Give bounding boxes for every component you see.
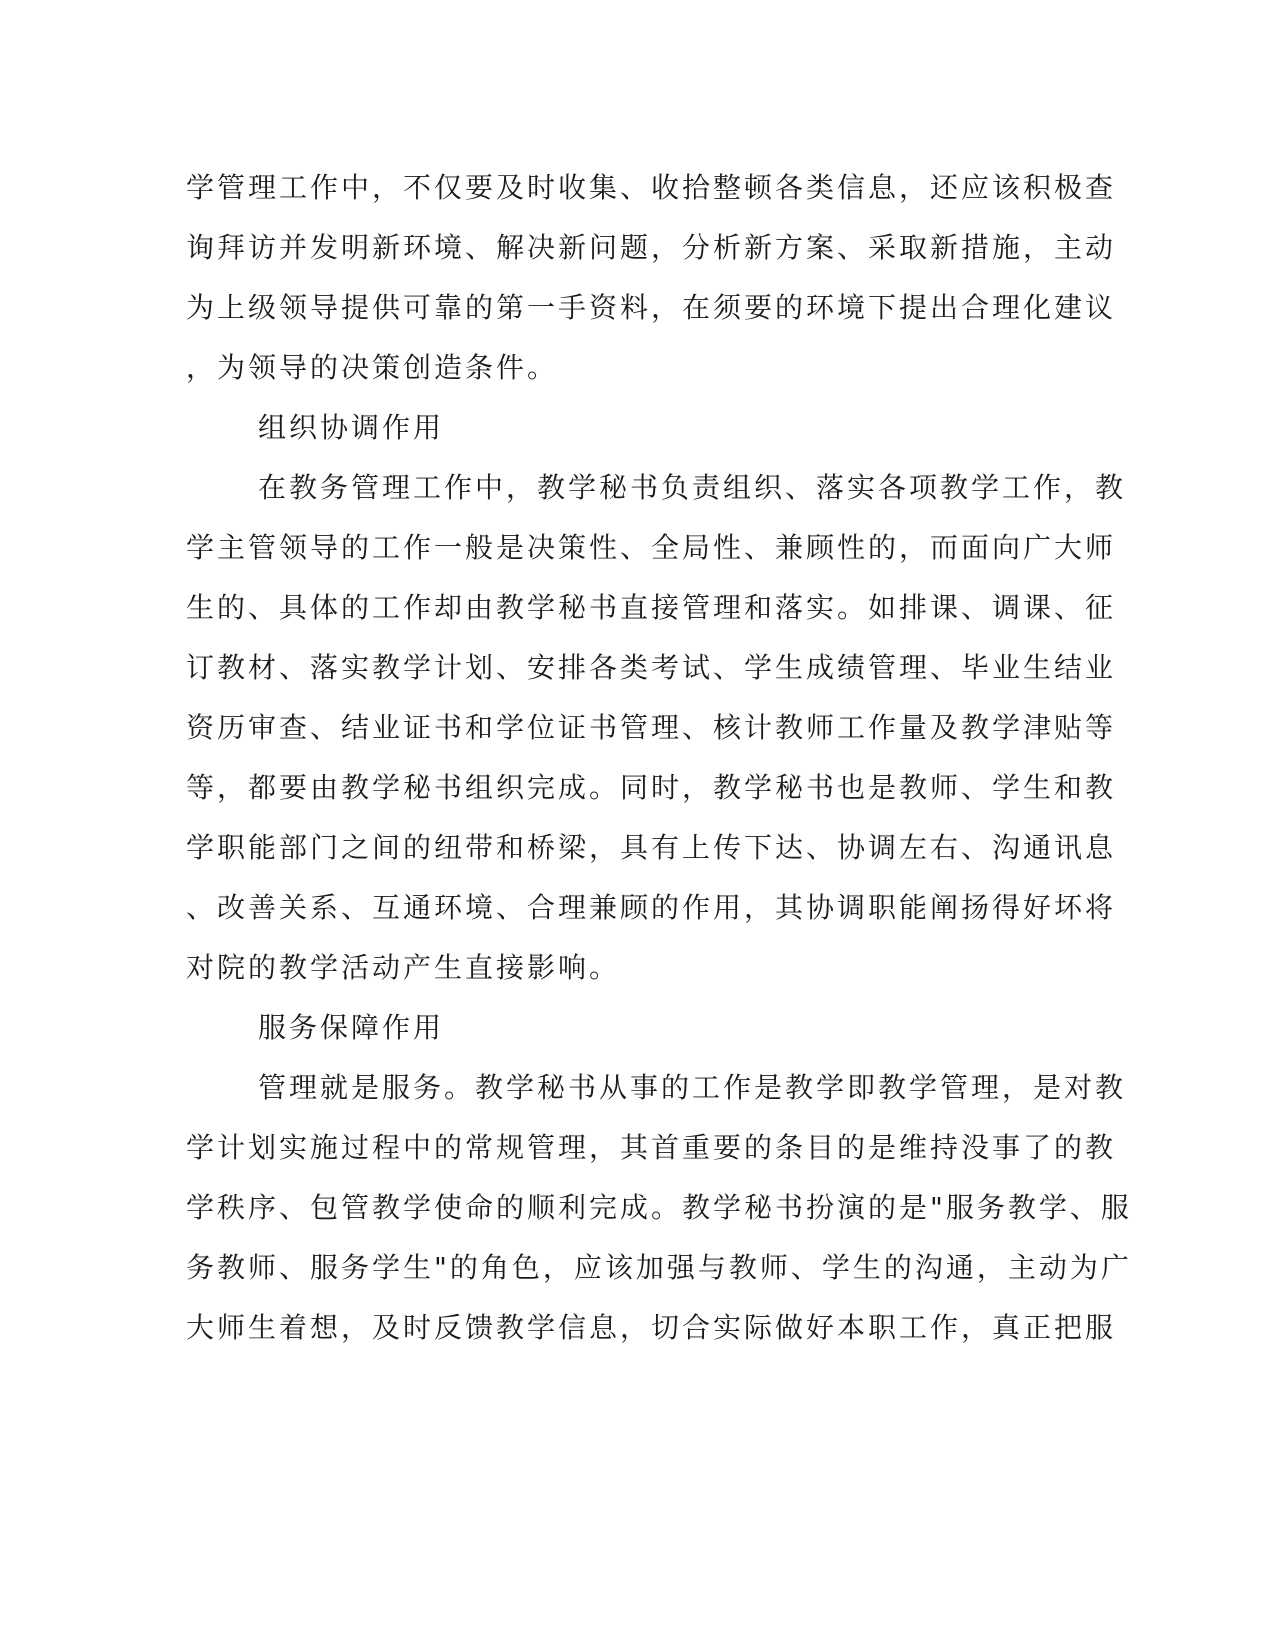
text-line: 管理就是服务。教学秘书从事的工作是教学即教学管理，是对教 bbox=[258, 1071, 1127, 1104]
text-line: 等，都要由教学秘书组织完成。同时，教学秘书也是教师、学生和教 bbox=[186, 771, 1117, 804]
text-line: 学职能部门之间的纽带和桥梁，具有上传下达、协调左右、沟通讯息 bbox=[186, 831, 1117, 864]
document-body bbox=[186, 158, 1132, 1358]
text-line: 学管理工作中，不仅要及时收集、收拾整顿各类信息，还应该积极查 bbox=[186, 171, 1117, 204]
text-line: 询拜访并发明新环境、解决新问题，分析新方案、采取新措施，主动 bbox=[186, 231, 1117, 264]
text-line: 在教务管理工作中，教学秘书负责组织、落实各项教学工作，教 bbox=[258, 471, 1127, 504]
text-line: ，为领导的决策创造条件。 bbox=[186, 351, 559, 384]
text-line: 大师生着想，及时反馈教学信息，切合实际做好本职工作，真正把服 bbox=[186, 1311, 1117, 1344]
text-line: 学计划实施过程中的常规管理，其首重要的条目的是维持没事了的教 bbox=[186, 1131, 1117, 1164]
text-line: 生的、具体的工作却由教学秘书直接管理和落实。如排课、调课、征 bbox=[186, 591, 1117, 624]
paragraph-service bbox=[186, 1058, 1132, 1358]
text-line: 学秩序、包管教学使命的顺利完成。教学秘书扮演的是"服务教学、服 bbox=[186, 1191, 1132, 1224]
text-line: 、改善关系、互通环境、合理兼顾的作用，其协调职能阐扬得好坏将 bbox=[186, 891, 1117, 924]
paragraph-coordination bbox=[186, 458, 1127, 998]
section-heading-coordination: 组织协调作用 bbox=[258, 411, 445, 444]
text-line: 学主管领导的工作一般是决策性、全局性、兼顾性的，而面向广大师 bbox=[186, 531, 1117, 564]
text-line: 务教师、服务学生"的角色，应该加强与教师、学生的沟通，主动为广 bbox=[186, 1251, 1132, 1284]
text-line: 对院的教学活动产生直接影响。 bbox=[186, 951, 621, 984]
text-line: 为上级领导提供可靠的第一手资料，在须要的环境下提出合理化建议 bbox=[186, 291, 1117, 324]
section-heading-service: 服务保障作用 bbox=[258, 1011, 445, 1044]
text-line: 资历审查、结业证书和学位证书管理、核计教师工作量及教学津贴等 bbox=[186, 711, 1117, 744]
paragraph-information-gathering bbox=[186, 158, 1117, 398]
text-line: 订教材、落实教学计划、安排各类考试、学生成绩管理、毕业生结业 bbox=[186, 651, 1117, 684]
